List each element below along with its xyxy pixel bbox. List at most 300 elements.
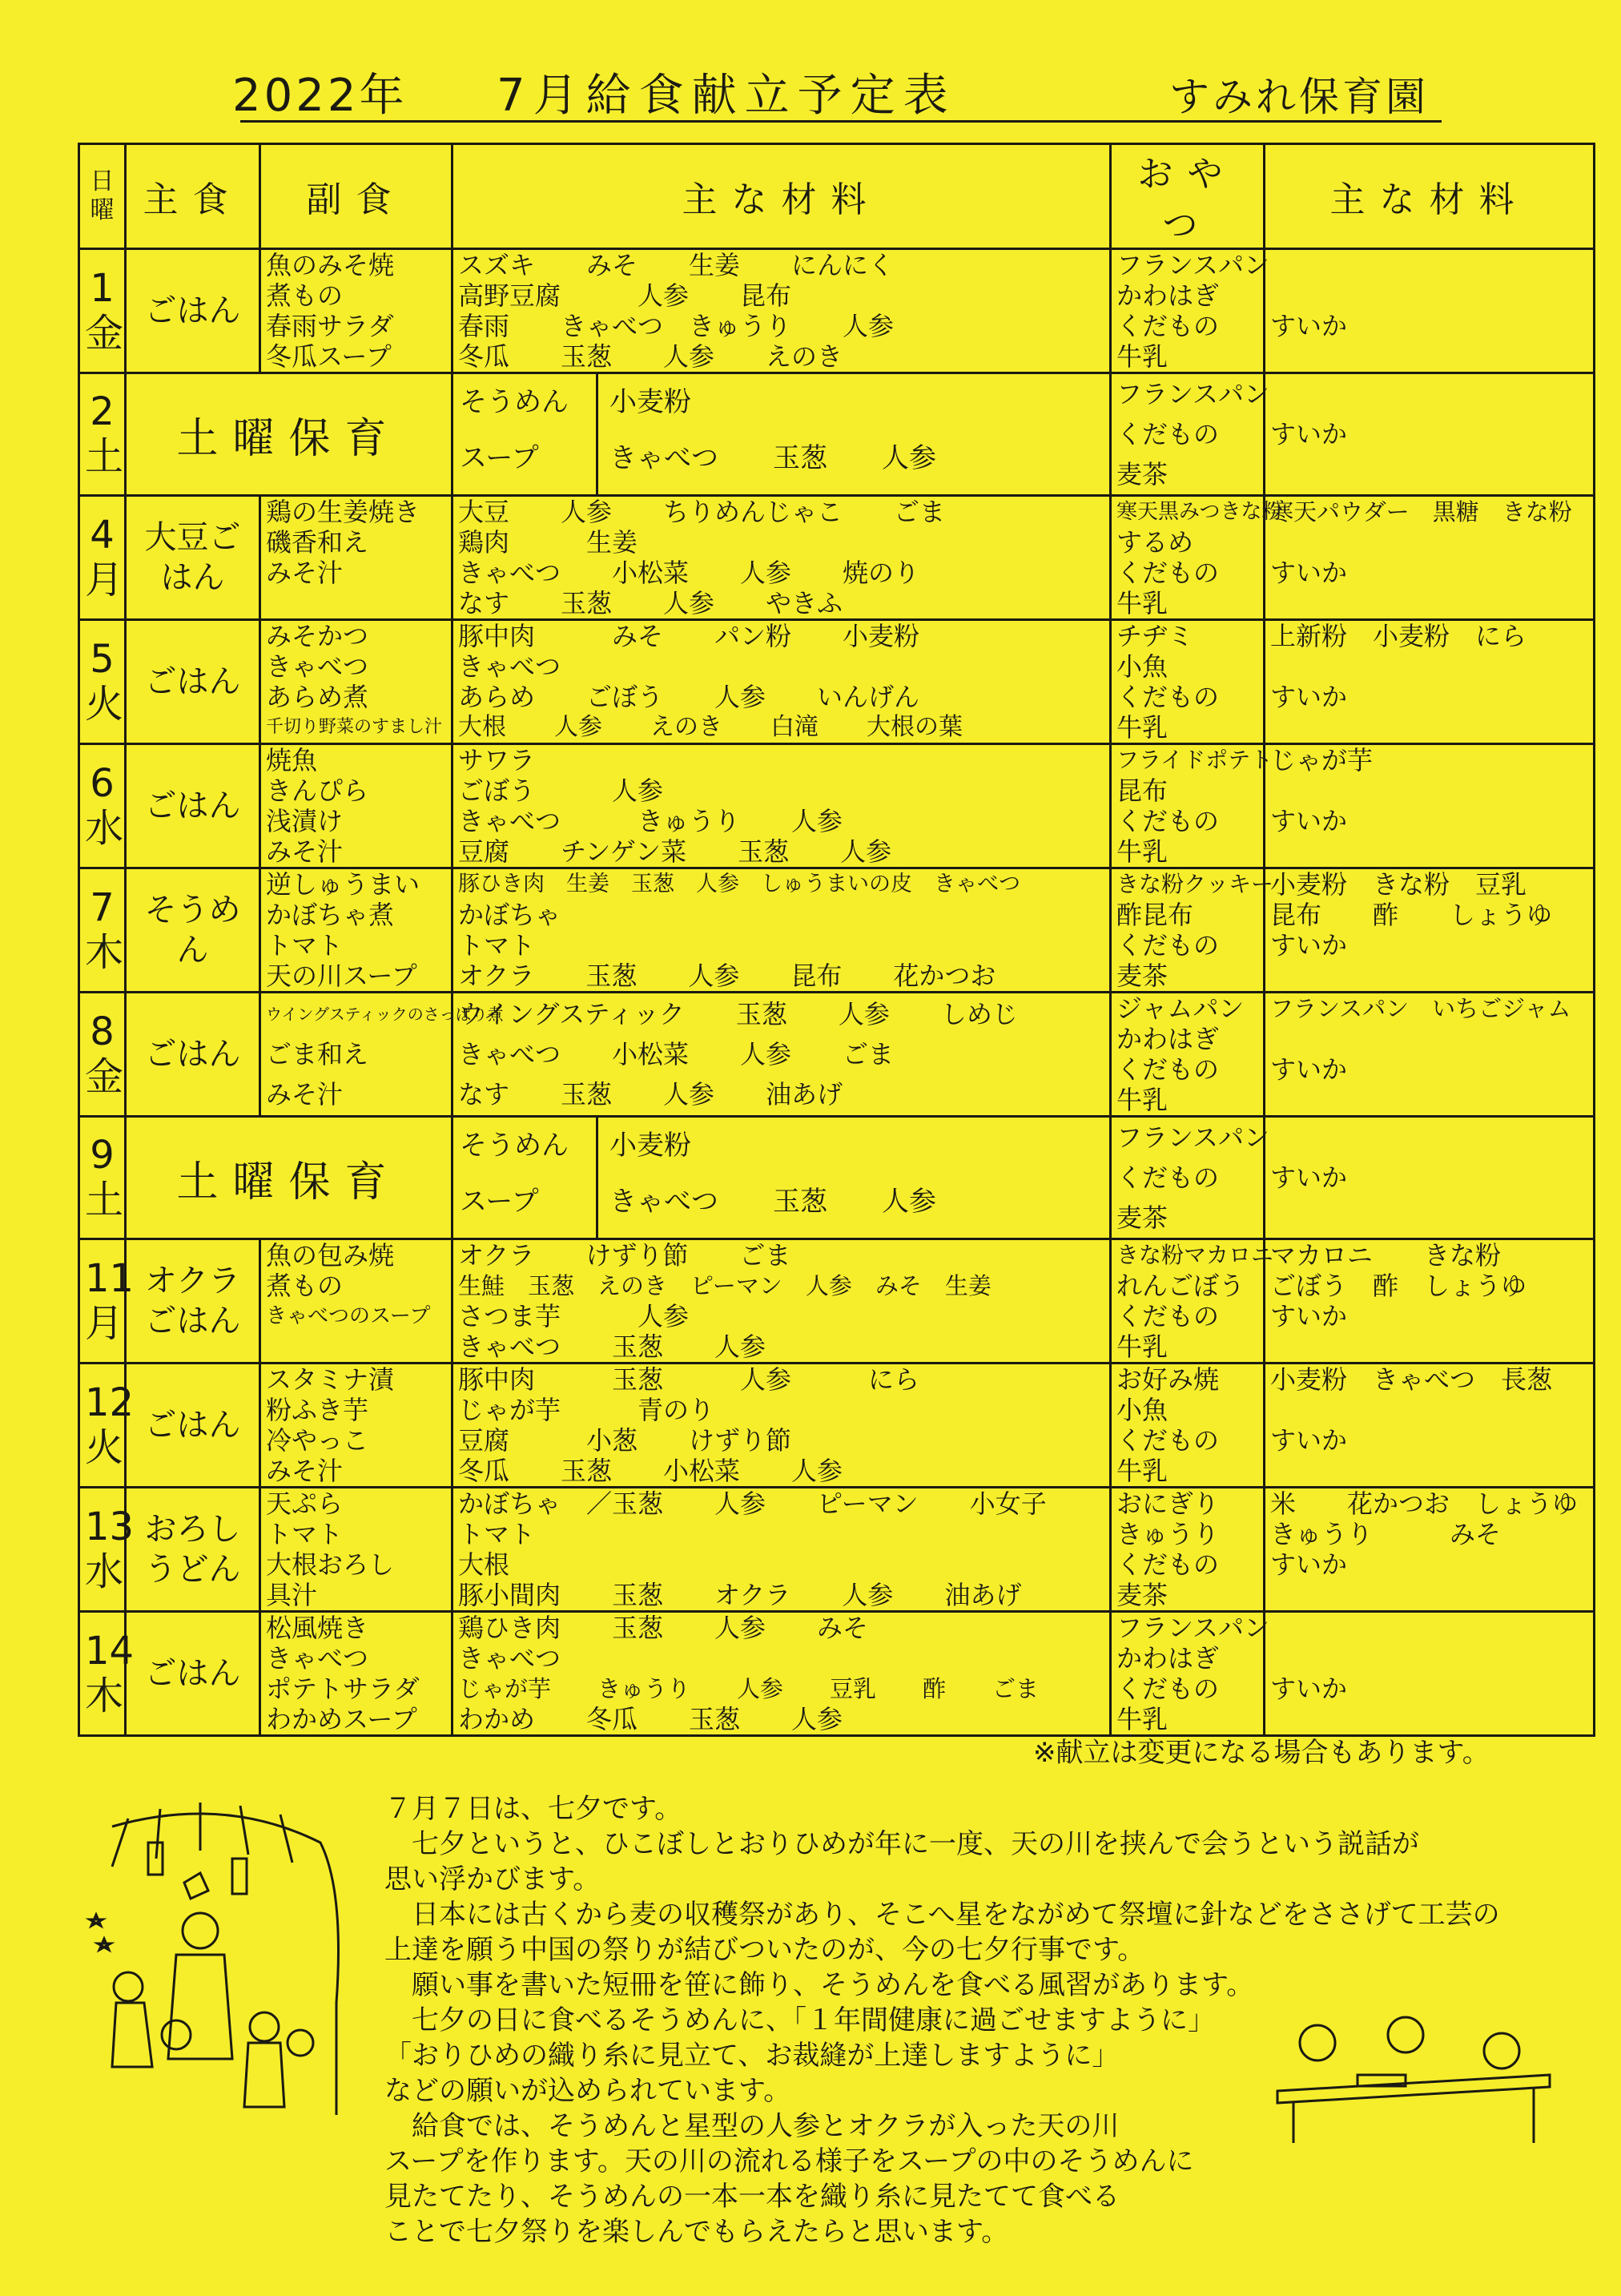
snack-ingredient-line <box>1270 280 1588 311</box>
ingredient-line: じゃが芋 青のり <box>458 1395 715 1425</box>
ingredient-line: 大根 人参 えのき 白滝 大根の葉 <box>458 713 963 741</box>
day-cell <box>79 620 126 744</box>
staple-cell: ごはん <box>126 1612 260 1736</box>
day-cell <box>79 373 126 496</box>
saturday-dish: スープ <box>460 442 539 474</box>
snack-ingredient-line <box>1270 836 1588 867</box>
side-item: かぼちゃ煮 <box>266 900 395 930</box>
ingredient-line: きゃべつ <box>458 1643 561 1674</box>
side-item: 煮もの <box>266 280 344 311</box>
ingredient-line: 大豆 人参 ちりめんじゃこ ごま <box>458 497 946 527</box>
ingredient-line: 冬瓜 玉葱 小松菜 人参 <box>458 1456 843 1486</box>
snack-item: フランスパン <box>1116 379 1270 409</box>
story-line: 七夕の日に食べるそうめんに、「１年間健康に過ごせますように」 <box>384 2004 1215 2036</box>
snack-item: 牛乳 <box>1116 588 1168 618</box>
snack-ingredient-line <box>1270 651 1588 682</box>
story-line: ７月７日は、七夕です。 <box>384 1793 682 1825</box>
ingredients-cell <box>453 249 1111 373</box>
ingredient-line: オクラ けずり節 ごま <box>458 1240 791 1271</box>
snack-ingredient-line: マカロニ きな粉 <box>1270 1240 1502 1271</box>
day-cell <box>79 1239 135 1364</box>
snack-ingredients-cell <box>1265 620 1595 744</box>
day-number: 1 <box>90 266 115 311</box>
weekday: 金 <box>85 1054 124 1099</box>
ingredients-cell <box>453 496 1111 620</box>
snack-item: くだもの <box>1116 1549 1220 1580</box>
table-row <box>79 1488 1595 1612</box>
side-item: 大根おろし <box>266 1549 395 1580</box>
snack-item: きゅうり <box>1116 1519 1220 1549</box>
table-row <box>79 1612 1595 1736</box>
snack-item: かわはぎ <box>1116 1643 1220 1674</box>
side-item: 冬瓜スープ <box>266 341 392 372</box>
snack-ingredients-cell <box>1265 744 1595 868</box>
ingredient-line: わかめ 冬瓜 玉葱 人参 <box>458 1704 843 1734</box>
title-main: 7月給食献立予定表 <box>497 70 956 122</box>
star-icon <box>98 1939 111 1950</box>
snack-item: 寒天黒みつきな粉 <box>1116 500 1283 524</box>
weekday: 月 <box>85 1301 124 1346</box>
weekday: 土 <box>85 1178 124 1223</box>
snack-ingredient-line <box>1270 961 1588 991</box>
ingredient-line: きゃべつ <box>458 651 561 682</box>
snack-item: フランスパン <box>1116 250 1270 280</box>
ingredient-line: 豆腐 小葱 けずり節 <box>458 1425 792 1456</box>
menu-change-note: ※献立は変更になる場合もあります。 <box>1033 1737 1490 1769</box>
side-item: 粉ふき芋 <box>266 1395 369 1425</box>
day-cell <box>79 1364 135 1488</box>
story-line: 「おりひめの織り糸に見立て、お裁縫が上達しますように」 <box>384 2040 1120 2072</box>
snack-ingredient-line: 小麦粉 きゃべつ 長葱 <box>1270 1364 1553 1395</box>
staple-cell: そうめん <box>126 868 260 993</box>
ingredient-line: サワラ <box>458 745 536 775</box>
story-line: スープを作ります。天の川の流れる様子をスープの中のそうめんに <box>384 2145 1194 2177</box>
table-row <box>79 1239 1595 1364</box>
side-item: きゃべつ <box>266 1643 369 1674</box>
weekday: 火 <box>85 682 124 727</box>
side-item: みそ汁 <box>266 1079 344 1110</box>
header-row <box>79 144 1595 249</box>
weekday: 金 <box>85 311 124 356</box>
ingredient-line: トマト <box>458 1519 536 1549</box>
snack-ingredient-line <box>1270 1456 1588 1486</box>
story-line: 上達を願う中国の祭りが結びついたのが、今の七夕行事です。 <box>384 1934 1145 1966</box>
page-title <box>232 60 1450 124</box>
side-cell <box>260 1364 453 1488</box>
snack-item: くだもの <box>1116 1674 1220 1704</box>
snack-item: 麦茶 <box>1116 1202 1168 1233</box>
ingredient-line: 豚中肉 玉葱 人参 にら <box>458 1364 920 1395</box>
ingredient-line: 春雨 きゃべつ きゅうり 人参 <box>458 311 895 341</box>
col-ingredients: 主な材料 <box>453 144 1111 249</box>
snack-item: くだもの <box>1116 419 1220 449</box>
day-cell <box>79 1117 126 1239</box>
child-body <box>244 2043 284 2107</box>
child-head <box>162 2020 191 2049</box>
ingredient-line: ウイングスティック 玉葱 人参 しめじ <box>458 999 1018 1029</box>
side-item: きんぴら <box>266 775 369 806</box>
table-row <box>79 1364 1595 1488</box>
snack-item: 小魚 <box>1116 1395 1168 1425</box>
ingredient-line: さつま芋 人参 <box>458 1301 690 1331</box>
side-item: 松風焼き <box>266 1613 369 1643</box>
snack-item: くだもの <box>1116 1162 1220 1193</box>
staple-cell: ごはん <box>126 744 260 868</box>
side-item: 天の川スープ <box>266 961 417 991</box>
ingredient-line: 豚中肉 みそ パン粉 小麦粉 <box>458 621 920 651</box>
story-line: 願い事を書いた短冊を笹に飾り、そうめんを食べる風習があります。 <box>384 1969 1254 2001</box>
snack-item: くだもの <box>1116 806 1220 836</box>
side-cell <box>260 1488 453 1612</box>
table-row <box>79 249 1595 373</box>
snack-ingredient-line <box>1270 1643 1588 1674</box>
ingredient-line: 鶏ひき肉 玉葱 人参 みそ <box>458 1613 869 1643</box>
snack-item: 牛乳 <box>1116 341 1168 372</box>
snack-ingredient-line <box>1270 527 1588 558</box>
side-item: 煮もの <box>266 1271 344 1301</box>
ingredient-line: 鶏肉 生姜 <box>458 527 638 558</box>
snack-cell <box>1111 1612 1270 1736</box>
side-item: ポテトサラダ <box>266 1674 420 1704</box>
snack-item: くだもの <box>1116 930 1220 961</box>
day-number: 9 <box>90 1133 115 1178</box>
side-cell <box>260 1612 453 1736</box>
snack-item: 昆布 <box>1116 775 1168 806</box>
snack-item: 麦茶 <box>1116 961 1168 991</box>
ingredients-cell <box>453 1488 1111 1612</box>
table-row <box>79 1117 1595 1239</box>
ingredient-line: なす 玉葱 人参 油あげ <box>458 1079 843 1110</box>
ingredient-line: きゃべつ 小松菜 人参 ごま <box>458 1039 895 1069</box>
paper-ornament <box>184 1873 208 1899</box>
snack-ingredients-cell <box>1265 1488 1595 1612</box>
snack-ingredient-line <box>1270 1580 1588 1610</box>
snack-ingredients-cell <box>1265 868 1595 993</box>
child-body <box>112 2003 152 2067</box>
ingredient-line: なす 玉葱 人参 やきふ <box>458 588 843 618</box>
day-number: 14 <box>85 1629 135 1674</box>
col-snack-ingredients: 主な材料 <box>1265 144 1595 249</box>
side-item: 冷やっこ <box>266 1425 369 1456</box>
snack-ingredients-cell: すいか <box>1265 373 1595 496</box>
ingredient-line: 冬瓜 玉葱 人参 えのき <box>458 341 843 372</box>
school-name: すみれ保育園 <box>1169 74 1429 120</box>
ingredient-line: じゃが芋 きゅうり 人参 豆乳 酢 ごま <box>458 1675 1040 1702</box>
saturday-dishes <box>453 374 598 494</box>
snack-ingredient-line <box>1270 1613 1588 1643</box>
day-number: 12 <box>85 1380 135 1425</box>
snack-item: 牛乳 <box>1116 1331 1168 1362</box>
side-item: きゃべつ <box>266 651 369 682</box>
side-item: トマト <box>266 1519 344 1549</box>
snack-item: 牛乳 <box>1116 836 1168 867</box>
bamboo-leaves <box>112 1803 292 1867</box>
snack-ingredient-line: すいか <box>1270 806 1348 836</box>
story-line: ことで七夕祭りを楽しんでもらえたらと思います。 <box>384 2216 1009 2248</box>
ingredient-line: トマト <box>458 930 536 961</box>
ingredient-line: 生鮭 玉葱 えのき ピーマン 人参 みそ 生姜 <box>458 1272 992 1299</box>
snack-ingredient-line <box>1270 712 1588 743</box>
side-item: 魚のみそ焼 <box>266 250 395 280</box>
snack-ingredients-cell <box>1265 1239 1595 1364</box>
ingredient-line: オクラ 玉葱 人参 昆布 花かつお <box>458 961 996 991</box>
snack-ingredients-cell: すいか <box>1265 1117 1595 1239</box>
saturday-ingredient: 小麦粉 <box>609 386 691 418</box>
snack-item: 牛乳 <box>1116 1456 1168 1486</box>
snack-ingredient-line: すいか <box>1270 1301 1348 1331</box>
snack-ingredient-line: 昆布 酢 しょうゆ <box>1270 900 1553 930</box>
snack-ingredient-line: 寒天パウダー 黒糖 きな粉 <box>1270 498 1572 526</box>
side-item: 焼魚 <box>266 745 318 775</box>
snack-cell <box>1111 1488 1265 1612</box>
snack-item: するめ <box>1116 527 1194 558</box>
snack-ingredient-line: 上新粉 小麦粉 にら <box>1270 621 1527 651</box>
snack-item: 牛乳 <box>1116 712 1168 743</box>
snack-ingredients-cell <box>1265 249 1595 373</box>
day-cell <box>79 744 126 868</box>
snack-ingredients-cell <box>1265 496 1595 620</box>
ingredient-line: あらめ ごぼう 人参 いんげん <box>458 682 920 712</box>
weekday: 土 <box>85 434 124 479</box>
staple-cell: おろしうどん <box>126 1488 260 1612</box>
child-head <box>114 1972 143 2001</box>
snack-ingredient-line: すいか <box>1270 311 1348 341</box>
saturday-meal-cell <box>453 373 1111 496</box>
staple-cell: ごはん <box>126 249 260 373</box>
side-cell <box>260 249 453 373</box>
ingredient-line: 豚小間肉 玉葱 オクラ 人参 油あげ <box>458 1580 1022 1610</box>
snack-ingredient-line: すいか <box>1270 558 1348 588</box>
snack-cell <box>1111 1117 1270 1239</box>
snack-item: くだもの <box>1116 1054 1220 1085</box>
ingredient-line: きゃべつ きゅうり 人参 <box>458 806 843 836</box>
snack-cell <box>1111 496 1283 620</box>
side-cell <box>260 744 453 868</box>
snack-ingredients-cell <box>1265 1364 1595 1488</box>
ingredient-line: きゃべつ 玉葱 人参 <box>458 1331 766 1362</box>
table-row <box>79 993 1595 1117</box>
saturday-ingredient: きゃべつ 玉葱 人参 <box>609 442 936 474</box>
snack-ingredient-line <box>1270 775 1588 806</box>
story-line: 日本には古くから麦の収穫祭があり、そこへ星をながめて祭壇に針などをささげて工芸の <box>384 1899 1500 1931</box>
snack-item: フライドポテト <box>1116 747 1273 773</box>
snack-item: かわはぎ <box>1116 1024 1220 1054</box>
snack-ingredients-cell <box>1265 993 1595 1117</box>
day-number: 6 <box>90 761 115 806</box>
menu-table <box>78 143 1595 1737</box>
snack-ingredient-line: ごぼう 酢 しょうゆ <box>1270 1271 1527 1301</box>
child-head <box>250 2012 279 2041</box>
table-row <box>79 373 1595 496</box>
child-head <box>183 1913 218 1948</box>
snack-ingredient-line: すいか <box>1270 1054 1348 1085</box>
staple-cell: ごはん <box>126 993 260 1117</box>
side-item: ごま和え <box>266 1039 369 1069</box>
day-number: 13 <box>85 1504 135 1549</box>
day-number: 11 <box>85 1256 135 1301</box>
ingredients-cell <box>453 1612 1111 1736</box>
snack-ingredient-line <box>1270 250 1588 280</box>
snack-cell <box>1111 1239 1274 1364</box>
snack-ingredient-line: すいか <box>1270 1425 1348 1456</box>
side-item: 千切り野菜のすまし汁 <box>266 717 443 737</box>
story-line: 給食では、そうめんと星型の人参とオクラが入った天の川 <box>384 2110 1120 2142</box>
snack-cell <box>1111 993 1265 1117</box>
snack-ingredient-line: フランスパン いちごジャム <box>1270 995 1571 1022</box>
snack-item: れんごぼう <box>1116 1271 1245 1301</box>
ingredients-cell <box>453 620 1111 744</box>
snack-item: 麦茶 <box>1116 1580 1168 1610</box>
day-number: 5 <box>90 637 115 682</box>
side-item: 逆しゅうまい <box>266 869 420 900</box>
snack-item: 牛乳 <box>1116 1704 1168 1734</box>
child-body <box>168 1955 232 2059</box>
snack-item: きな粉マカロニ <box>1116 1242 1274 1268</box>
staple-cell: オクラごはん <box>126 1239 260 1364</box>
side-cell <box>260 1239 453 1364</box>
saturday-ingredient: きゃべつ 玉葱 人参 <box>609 1186 936 1218</box>
table-row <box>79 868 1595 993</box>
day-cell <box>79 496 126 620</box>
saturday-dish: そうめん <box>460 1130 569 1162</box>
tanabata-children-illustration <box>80 1795 368 2123</box>
saturday-label: 土曜保育 <box>126 373 453 496</box>
snack-item: 麦茶 <box>1116 459 1168 489</box>
ingredients-cell <box>453 868 1111 993</box>
side-item: みそ汁 <box>266 836 344 867</box>
saturday-dish: そうめん <box>460 386 569 418</box>
weekday: 月 <box>85 558 124 602</box>
weekday: 火 <box>85 1425 124 1470</box>
ingredient-line: スズキ みそ 生姜 にんにく <box>458 250 895 280</box>
day-number: 4 <box>90 513 115 558</box>
side-item: あらめ煮 <box>266 682 369 712</box>
side-item: 具汁 <box>266 1580 318 1610</box>
ingredients-cell <box>453 993 1111 1117</box>
snack-ingredient-line: すいか <box>1270 930 1348 961</box>
ingredient-line: 豚ひき肉 生姜 玉葱 人参 しゅうまいの皮 きゃべつ <box>458 872 1020 896</box>
snack-item: くだもの <box>1116 558 1220 588</box>
ingredient-line: かぼちゃ ／玉葱 人参 ピーマン 小女子 <box>458 1488 1047 1519</box>
side-item: 浅漬け <box>266 806 344 836</box>
side-item: スタミナ漬 <box>266 1364 395 1395</box>
snack-item: 小魚 <box>1116 651 1168 682</box>
saturday-dish: スープ <box>460 1186 539 1218</box>
day-cell <box>79 249 126 373</box>
side-item: 春雨サラダ <box>266 311 394 341</box>
snack-item: ジャムパン <box>1116 993 1245 1024</box>
weekday: 木 <box>85 1674 124 1718</box>
day-cell <box>79 1612 135 1736</box>
tanzaku-strip <box>232 1859 247 1894</box>
snack-item: お好み焼 <box>1116 1364 1220 1395</box>
snack-ingredient-line: すいか <box>1270 682 1348 712</box>
saturday-dishes <box>453 1118 598 1238</box>
side-cell <box>260 496 453 620</box>
side-item: わかめスープ <box>266 1704 417 1734</box>
day-number: 2 <box>90 389 115 434</box>
snack-item: くだもの <box>1116 1301 1220 1331</box>
snack-item: くだもの <box>1116 682 1220 712</box>
col-snack: おやつ <box>1111 144 1265 249</box>
snack-ingredients-cell <box>1265 1612 1595 1736</box>
snack-cell <box>1111 868 1274 993</box>
col-staple: 主食 <box>126 144 260 249</box>
snack-item: きな粉クッキー <box>1116 871 1274 897</box>
saturday-meal-cell <box>453 1117 1111 1239</box>
ingredient-line: ごぼう 人参 <box>458 775 664 806</box>
snack-cell <box>1111 249 1270 373</box>
snack-ingredient-line <box>1270 1395 1588 1425</box>
day-number: 8 <box>90 1009 115 1054</box>
col-day: 日曜 <box>79 144 126 249</box>
title-year: 2022年 <box>232 70 408 122</box>
snack-ingredient-line <box>1270 1024 1588 1054</box>
side-item <box>266 588 446 618</box>
ingredient-line: 大根 <box>458 1549 510 1580</box>
table-row <box>79 496 1595 620</box>
day-cell <box>79 993 126 1117</box>
ingredients-cell <box>453 744 1111 868</box>
day-number: 7 <box>90 885 115 930</box>
saturday-ingredient: 小麦粉 <box>609 1130 691 1162</box>
weekday: 水 <box>85 806 124 851</box>
saturday-ingredients <box>598 1118 936 1238</box>
snack-item: かわはぎ <box>1116 280 1220 311</box>
tanzaku-strip <box>148 1843 163 1875</box>
child-head <box>288 2030 313 2056</box>
snack-item: おにぎり <box>1116 1488 1220 1519</box>
saturday-ingredients <box>598 374 936 494</box>
ingredient-line: かぼちゃ <box>458 900 561 930</box>
side-item: 鶏の生姜焼き <box>266 497 420 527</box>
title-underline <box>240 120 1442 123</box>
snack-cell <box>1111 620 1265 744</box>
star-icon <box>90 1915 103 1926</box>
ingredient-line: 高野豆腐 人参 昆布 <box>458 280 792 311</box>
ingredient-line: 豆腐 チンゲン菜 玉葱 人参 <box>458 836 892 867</box>
staple-cell: ごはん <box>126 1364 260 1488</box>
story-line: 見たてたり、そうめんの一本一本を織り糸に見たてて食べる <box>384 2181 1120 2213</box>
snack-ingredient-line <box>1270 341 1588 372</box>
snack-item: チヂミ <box>1116 621 1194 651</box>
staple-cell: 大豆ごはん <box>126 496 260 620</box>
snack-ingredient-line <box>1270 588 1588 618</box>
saturday-label: 土曜保育 <box>126 1117 453 1239</box>
snack-item: くだもの <box>1116 311 1220 341</box>
story-line: 思い浮かびます。 <box>384 1863 601 1895</box>
side-item: 磯香和え <box>266 527 369 558</box>
side-item <box>266 1331 446 1362</box>
side-cell <box>260 620 453 744</box>
side-item: 魚の包み焼 <box>266 1240 395 1271</box>
snack-item: くだもの <box>1116 1425 1220 1456</box>
weekday: 木 <box>85 930 124 975</box>
side-cell <box>260 993 504 1117</box>
snack-item: フランスパン <box>1116 1613 1270 1643</box>
side-item: きゃべつのスープ <box>266 1304 431 1328</box>
story-line: などの願いが込められています。 <box>384 2075 791 2107</box>
snack-ingredient-line <box>1270 1331 1588 1362</box>
snack-item: 酢昆布 <box>1116 900 1194 930</box>
ingredients-cell <box>453 1364 1111 1488</box>
snack-cell <box>1111 744 1273 868</box>
side-cell <box>260 868 453 993</box>
story-line: 七夕というと、ひこぼしとおりひめが年に一度、天の川を挟んで会うという説話が <box>384 1828 1419 1860</box>
snack-cell <box>1111 373 1270 496</box>
side-item: みそ汁 <box>266 1456 344 1486</box>
snack-ingredient-line: すいか <box>1270 1674 1348 1704</box>
